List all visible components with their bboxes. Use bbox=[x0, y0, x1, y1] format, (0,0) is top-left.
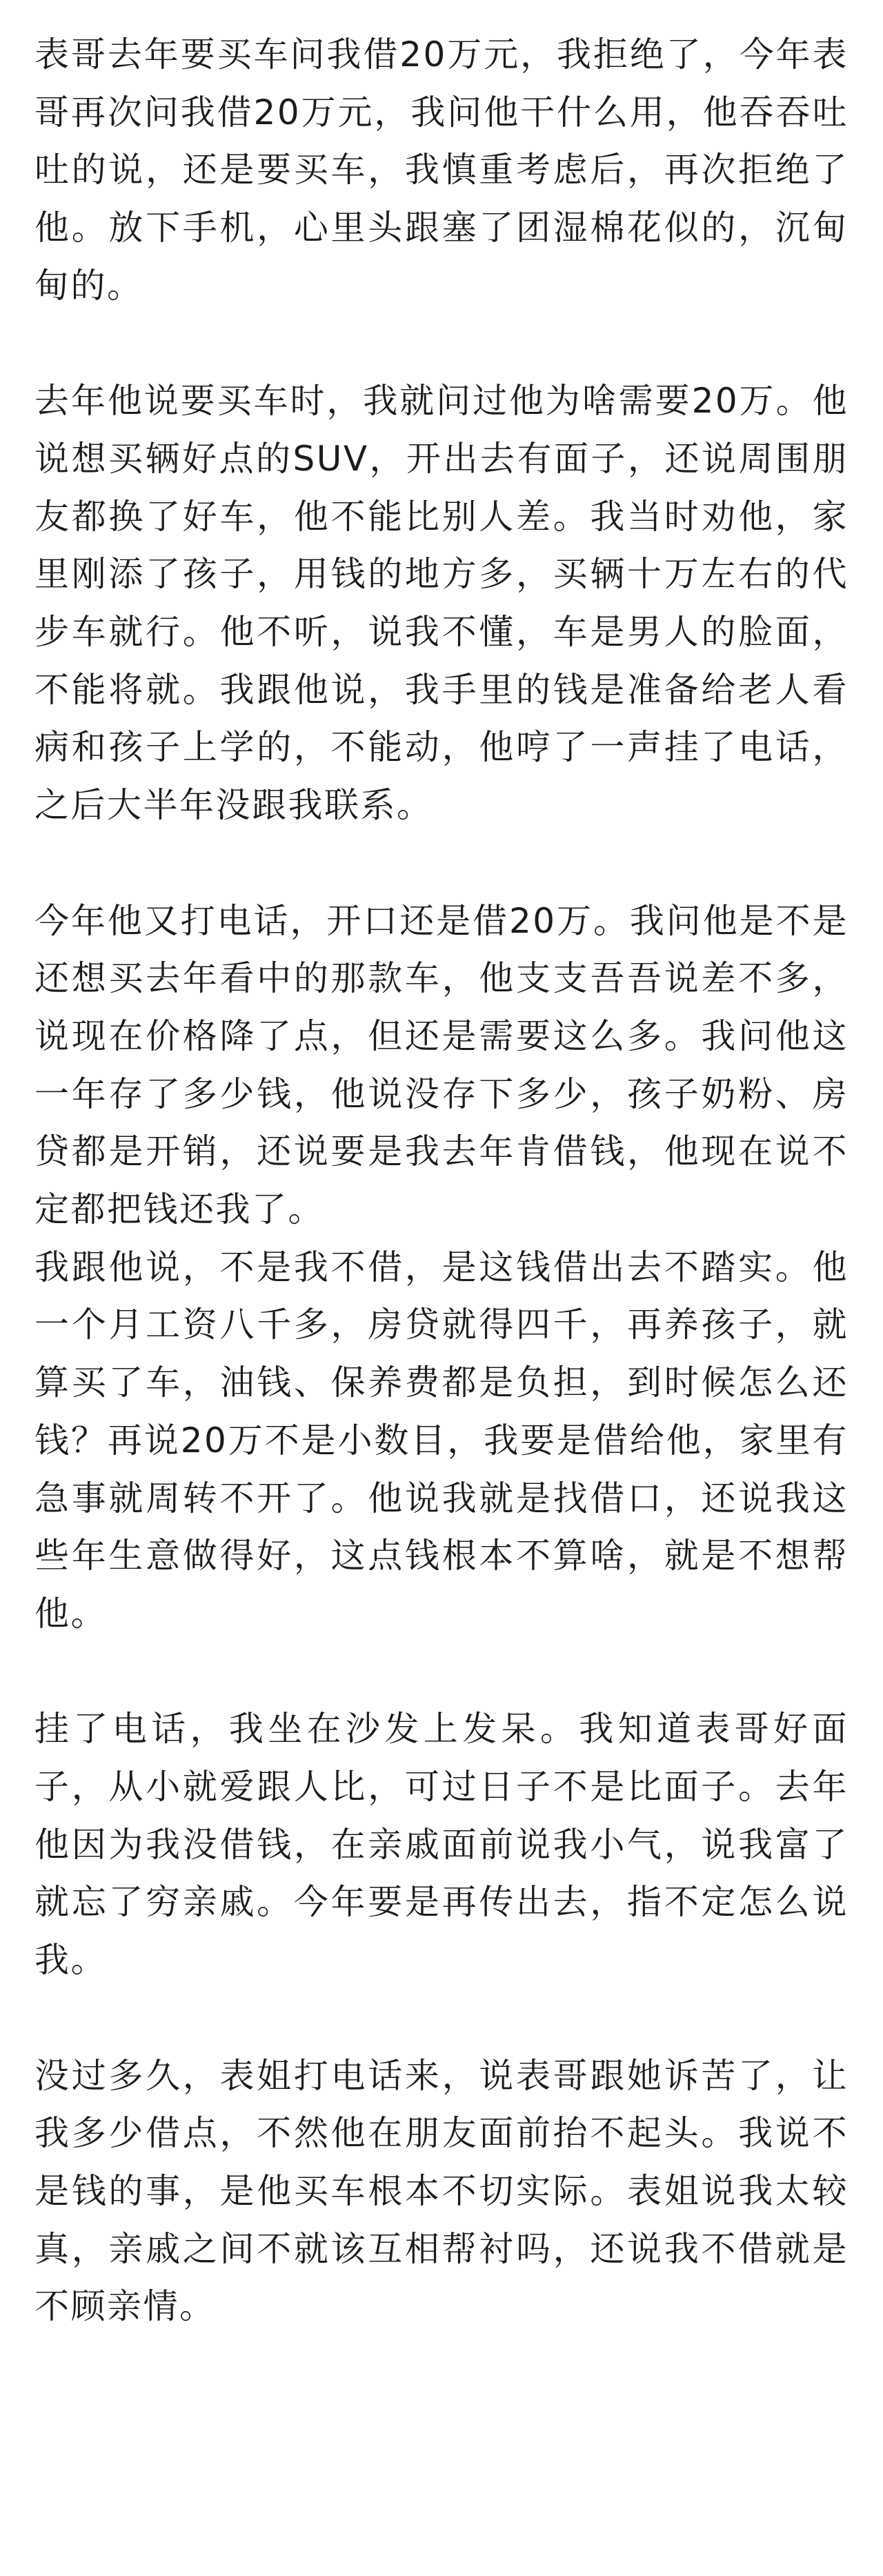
paragraph-5: 挂了电话，我坐在沙发上发呆。我知道表哥好面子，从小就爱跟人比，可过日子不是比面子。去年他因为我没借钱，在亲戚面前说我小气，说我富了就忘了穷亲戚。今年要是再传出去，指不定怎么说我。 bbox=[34, 1709, 849, 1981]
paragraph-gap bbox=[34, 315, 849, 373]
paragraph-gap bbox=[34, 835, 849, 893]
paragraph-2: 去年他说要买车时，我就问过他为啥需要20万。他说想买辆好点的SUV，开出去有面子，还说周围朋友都换了好车，他不能比别人差。我当时劝他，家里刚添了孩子，用钱的地方多，买辆十万左右的代步车就行。他不听，说我不懂，车是男人的脸面，不能将就。我跟他说，我手里的钱是准备给老人看病和孩子上学的，不能动，他哼了一声挂了电话，之后大半年没跟我联系。 bbox=[34, 381, 849, 826]
paragraph-gap bbox=[34, 1990, 849, 2048]
paragraph-1: 表哥去年要买车问我借20万元，我拒绝了，今年表哥再次问我借20万元，我问他干什么用，他吞吞吐吐的说，还是要买车，我慎重考虑后，再次拒绝了他。放下手机，心里头跟塞了团湿棉花似的，沉甸甸的。 bbox=[34, 34, 849, 306]
paragraph-4: 我跟他说，不是我不借，是这钱借出去不踏实。他一个月工资八千多，房贷就得四千，再养孩子，就算买了车，油钱、保养费都是负担，到时候怎么还钱？再说20万不是小数目，我要是借给他，家里有急事就周转不开了。他说我就是找借口，还说我这些年生意做得好，这点钱根本不算啥，就是不想帮他。 bbox=[34, 1247, 849, 1634]
paragraph-3: 今年他又打电话，开口还是借20万。我问他是不是还想买去年看中的那款车，他支支吾吾说差不多，说现在价格降了点，但还是需要这么多。我问他这一年存了多少钱，他说没存下多少，孩子奶粉、房贷都是开销，还说要是我去年肯借钱，他现在说不定都把钱还我了。 bbox=[34, 900, 849, 1230]
paragraph-gap bbox=[34, 1643, 849, 1701]
paragraph-6: 没过多久，表姐打电话来，说表哥跟她诉苦了，让我多少借点，不然他在朋友面前抬不起头。我说不是钱的事，是他买车根本不切实际。表姐说我太较真，亲戚之间不就该互相帮衬吗，还说我不借就是不顾亲情。 bbox=[34, 2055, 849, 2327]
